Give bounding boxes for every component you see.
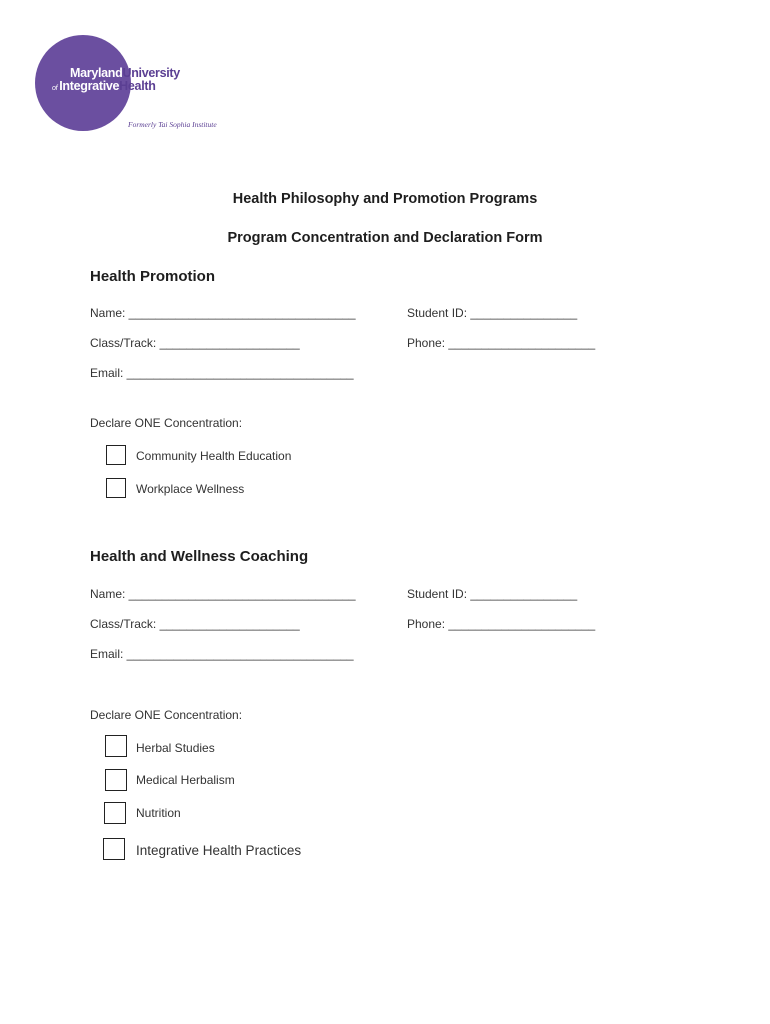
name-field[interactable]: Name: __________________________________	[90, 306, 356, 320]
declare-concentration-label: Declare ONE Concentration:	[90, 416, 243, 430]
email-field[interactable]: Email: __________________________________	[90, 366, 354, 380]
declare-concentration-label: Declare ONE Concentration:	[90, 708, 243, 722]
checkbox-nutrition[interactable]	[104, 802, 126, 824]
page-title: Health Philosophy and Promotion Programs	[232, 191, 538, 207]
class-track-field[interactable]: Class/Track: _____________________	[90, 617, 300, 631]
option-label: Nutrition	[136, 806, 181, 820]
checkbox-herbal-studies[interactable]	[105, 735, 127, 757]
section-health-wellness-coaching-heading: Health and Wellness Coaching	[90, 548, 309, 565]
logo-line2	[52, 79, 156, 93]
logo-word-integrative: Integrative	[59, 79, 120, 93]
section-health-promotion-heading: Health Promotion	[90, 268, 216, 285]
logo-line1	[70, 66, 180, 80]
checkbox-community-health-education[interactable]	[106, 445, 126, 465]
option-label: Medical Herbalism	[136, 773, 235, 787]
option-label: Workplace Wellness	[136, 482, 245, 496]
logo-word-health: Health	[119, 79, 156, 93]
checkbox-integrative-health-practices[interactable]	[103, 838, 125, 860]
logo-tagline: Formerly Tai Sophia Institute	[128, 120, 217, 129]
student-id-field[interactable]: Student ID: ________________	[407, 306, 578, 320]
option-label: Herbal Studies	[136, 741, 215, 755]
logo-word-university: University	[122, 66, 180, 80]
checkbox-workplace-wellness[interactable]	[106, 478, 126, 498]
logo-word-of: of	[52, 85, 58, 92]
student-id-field[interactable]: Student ID: ________________	[407, 587, 578, 601]
option-label: Integrative Health Practices	[136, 843, 302, 858]
phone-field[interactable]: Phone: ______________________	[407, 617, 596, 631]
email-field[interactable]: Email: __________________________________	[90, 647, 354, 661]
class-track-field[interactable]: Class/Track: _____________________	[90, 336, 300, 350]
checkbox-medical-herbalism[interactable]	[105, 769, 127, 791]
phone-field[interactable]: Phone: ______________________	[407, 336, 596, 350]
page-subtitle: Program Concentration and Declaration Form	[227, 230, 543, 246]
option-label: Community Health Education	[136, 449, 292, 463]
logo-word-maryland: Maryland	[70, 66, 123, 80]
name-field[interactable]: Name: __________________________________	[90, 587, 356, 601]
